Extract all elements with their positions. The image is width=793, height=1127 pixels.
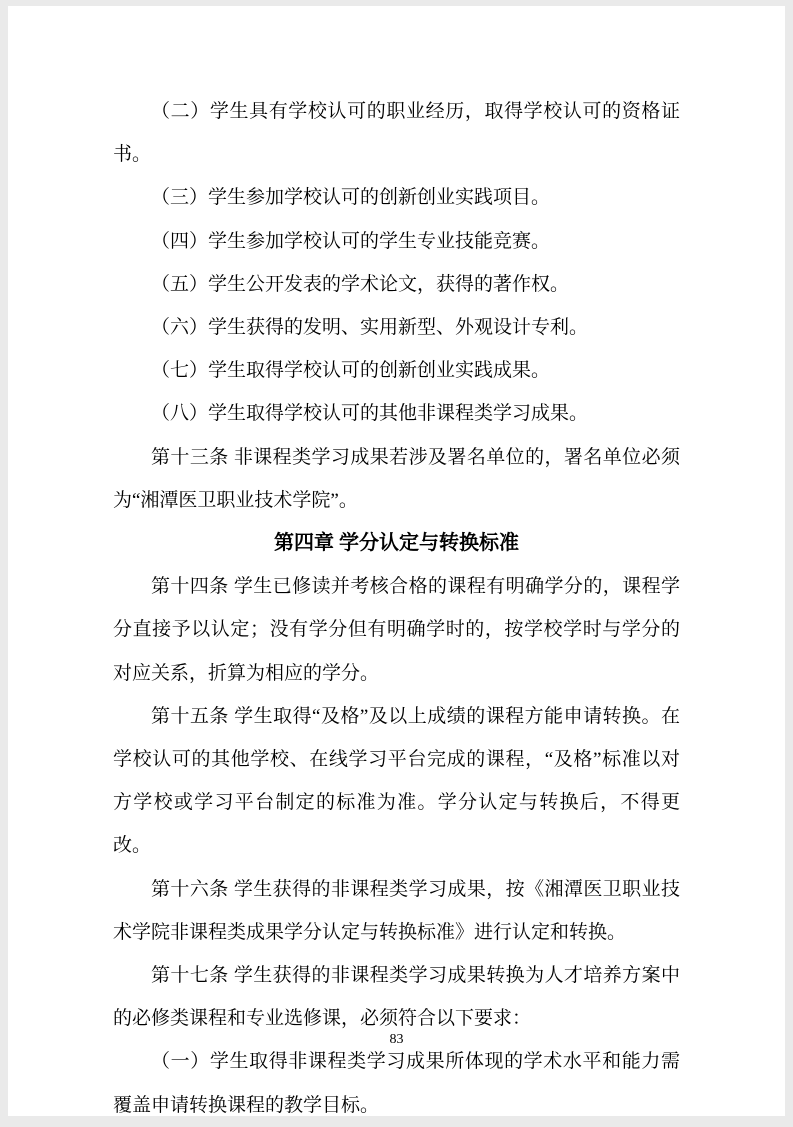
- list-item-1: （一）学生取得非课程类学习成果所体现的学术水平和能力需覆盖申请转换课程的教学目标。: [113, 1051, 680, 1116]
- article-15-paragraph: 第十五条 学生取得“及格”及以上成绩的课程方能申请转换。在学校认可的其他学校、在线学习平台完成的课程，“及格”标准以对方学校或学习平台制定的标准为准。学分认定与转换后，不得更改。: [113, 705, 680, 857]
- document-body: [113, 90, 680, 1127]
- list-item-3: （三）学生参加学校认可的创新创业实践项目。: [151, 187, 551, 209]
- list-item-6: （六）学生获得的发明、实用新型、外观设计专利。: [151, 317, 589, 339]
- page-number: 83: [389, 1032, 404, 1047]
- list-item-7: （七）学生取得学校认可的创新创业实践成果。: [151, 360, 551, 382]
- list-item-8: （八）学生取得学校认可的其他非课程类学习成果。: [151, 403, 589, 425]
- list-item-5: （五）学生公开发表的学术论文，获得的著作权。: [151, 273, 570, 295]
- list-item-4: （四）学生参加学校认可的学生专业技能竞赛。: [151, 230, 551, 252]
- article-14-paragraph: 第十四条 学生已修读并考核合格的课程有明确学分的，课程学分直接予以认定；没有学分但有明确学时的，按学校学时与学分的对应关系，折算为相应的学分。: [113, 576, 680, 684]
- article-13-paragraph: 第十三条 非课程类学习成果若涉及署名单位的，署名单位必须为“湘潭医卫职业技术学院”。: [113, 446, 680, 511]
- article-16-paragraph: 第十六条 学生获得的非课程类学习成果，按《湘潭医卫职业技术学院非课程类成果学分认定与转换标准》进行认定和转换。: [113, 878, 680, 943]
- chapter-4-heading: 第四章 学分认定与转换标准: [274, 532, 519, 555]
- article-17-paragraph: 第十七条 学生获得的非课程类学习成果转换为人才培养方案中的必修类课程和专业选修课，必须符合以下要求：: [113, 965, 680, 1030]
- list-item-2: （二）学生具有学校认可的职业经历，取得学校认可的资格证书。: [113, 101, 680, 166]
- document-page: [8, 6, 785, 1116]
